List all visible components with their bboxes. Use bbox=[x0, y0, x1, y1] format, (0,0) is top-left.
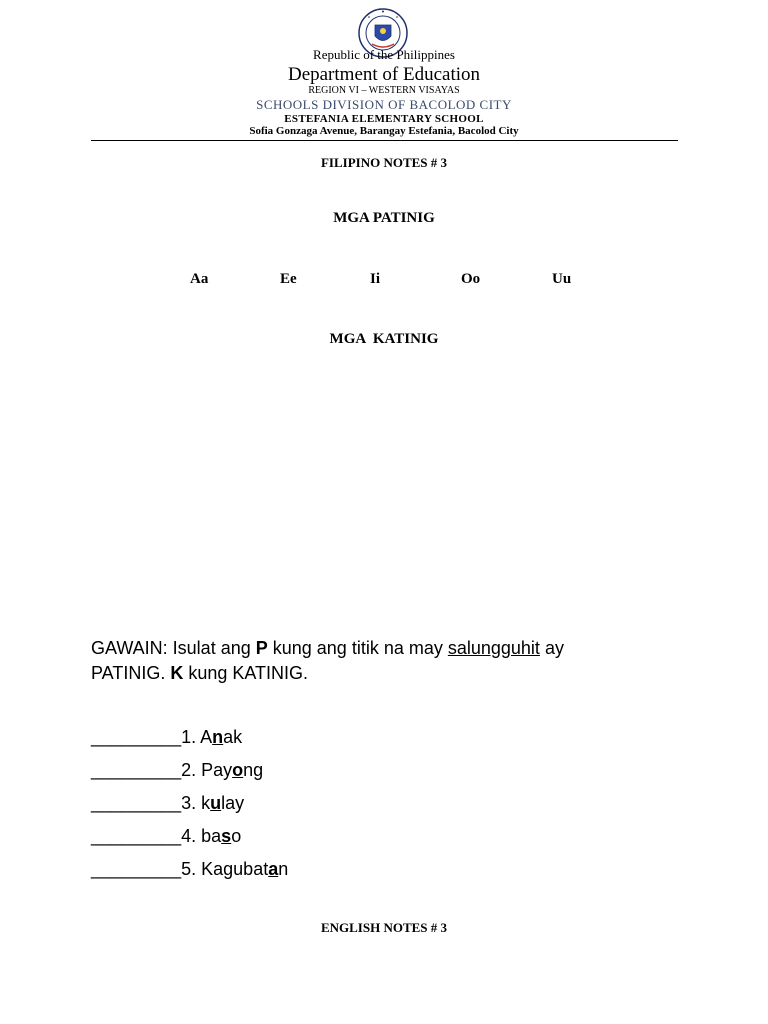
answer-blank: _________ bbox=[91, 727, 182, 747]
vowel-i: Ii bbox=[370, 271, 381, 287]
list-item: _________3. kulay bbox=[91, 793, 245, 813]
english-notes-title: ENGLISH NOTES # 3 bbox=[320, 920, 448, 935]
list-item: _________1. Anak bbox=[91, 727, 243, 747]
p-letter: P bbox=[255, 638, 268, 658]
vowel-u: Uu bbox=[552, 271, 572, 287]
answer-blank: _________ bbox=[91, 859, 182, 879]
k-letter: K bbox=[170, 663, 184, 683]
vowel-a: Aa bbox=[190, 271, 209, 287]
answer-blank: _________ bbox=[91, 760, 182, 780]
list-item: _________5. Kagubatan bbox=[91, 859, 289, 879]
answer-blank: _________ bbox=[91, 793, 182, 813]
list-item: _________2. Payong bbox=[91, 760, 264, 780]
department-title: Department of Education bbox=[287, 64, 481, 85]
division-text: SCHOOLS DIVISION OF BACOLOD CITY bbox=[256, 97, 512, 112]
school-name: ESTEFANIA ELEMENTARY SCHOOL bbox=[284, 113, 484, 125]
school-address: Sofia Gonzaga Avenue, Barangay Estefania, Bacolod City bbox=[249, 125, 519, 137]
header-divider bbox=[91, 140, 678, 141]
answer-blank: _________ bbox=[91, 826, 182, 846]
list-item: _________4. baso bbox=[91, 826, 242, 846]
salungguhit-word: salungguhit bbox=[447, 638, 540, 658]
patinig-heading: MGA PATINIG bbox=[333, 210, 435, 226]
vowel-o: Oo bbox=[461, 271, 481, 287]
vowel-e: Ee bbox=[280, 271, 297, 287]
gawain-label: GAWAIN: bbox=[91, 638, 168, 658]
filipino-notes-title: FILIPINO NOTES # 3 bbox=[320, 155, 448, 170]
republic-text: Republic of the Philippines bbox=[313, 47, 455, 62]
katinig-heading: MGA KATINIG bbox=[329, 331, 439, 347]
region-text: REGION VI – WESTERN VISAYAS bbox=[308, 85, 460, 96]
gawain-instruction: GAWAIN: Isulat ang P kung ang titik na may salungguhit ay PATINIG. K kung KATINIG. bbox=[91, 638, 564, 683]
